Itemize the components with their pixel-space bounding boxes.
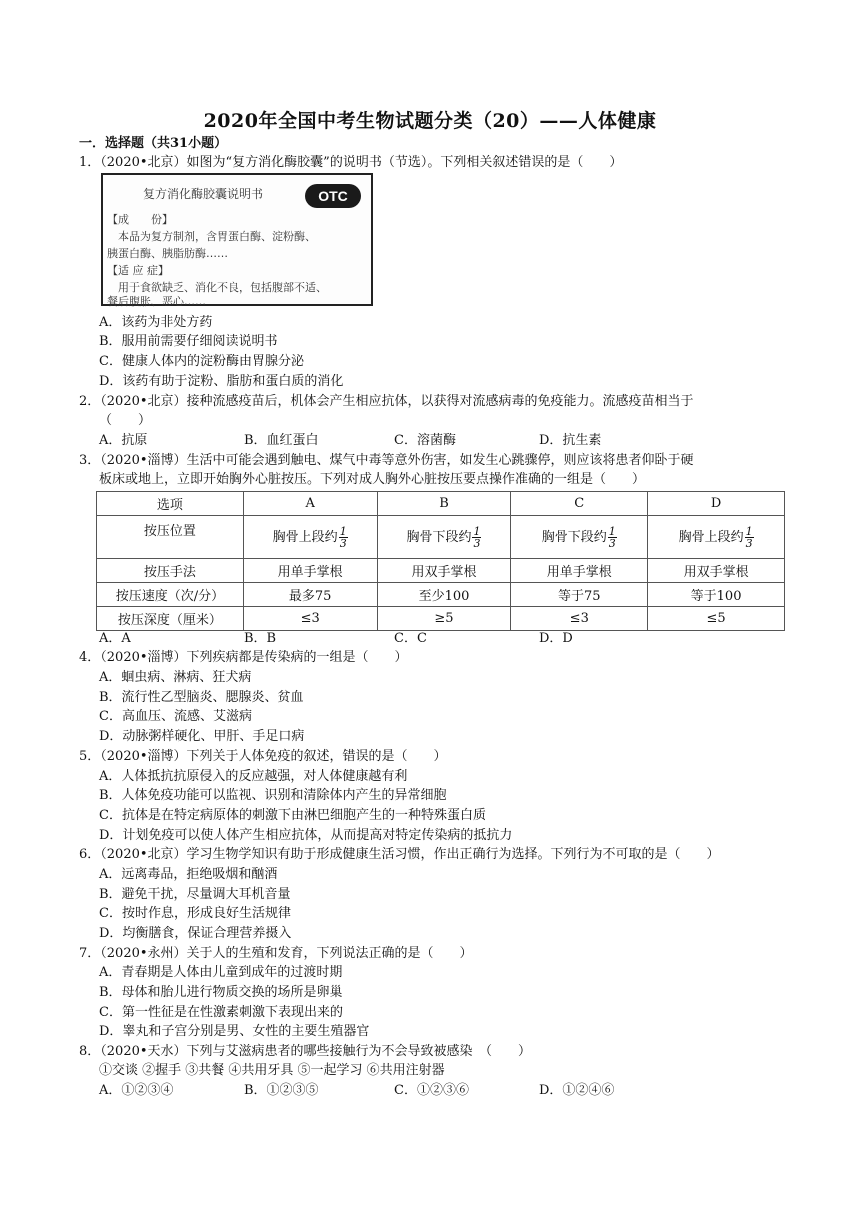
- leaflet-line: 用于食欲缺乏、消化不良，包括腹部不适、: [107, 281, 327, 294]
- table-cell: [648, 516, 785, 559]
- table-row: [97, 583, 785, 607]
- table-cell: ≤5: [648, 607, 785, 631]
- option-a: A．抗原: [99, 433, 148, 448]
- option-b: B．服用前需要仔细阅读说明书: [99, 334, 278, 349]
- question-3-stem: 3．（2020•淄博）生活中可能会遇到触电、煤气中毒等意外伤害，如发生心跳骤停，则应该将患者仰卧于硬: [79, 453, 694, 468]
- fraction-numerator: 1: [339, 524, 347, 538]
- option-d: D．计划免疫可以使人体产生相应抗体，从而提高对特定传染病的抵抗力: [99, 828, 513, 843]
- table-row: [97, 607, 785, 631]
- cpr-table: [96, 491, 785, 631]
- table-cell: [511, 516, 648, 559]
- question-1-stem: 1．（2020•北京）如图为“复方消化酶胶囊”的说明书（节选）。下列相关叙述错误的是（ ）: [79, 155, 623, 170]
- option-b: B．流行性乙型脑炎、腮腺炎、贫血: [99, 690, 304, 705]
- fraction-numerator: 1: [745, 524, 753, 538]
- option-a: A．A: [99, 631, 131, 646]
- table-cell: ≤3: [511, 607, 648, 631]
- option-a: A．该药为非处方药: [99, 315, 213, 330]
- option-b: B．人体免疫功能可以监视、识别和清除体内产生的异常细胞: [99, 788, 447, 803]
- question-3-stem-cont: 板床或地上，立即开始胸外心脏按压。下列对成人胸外心脏按压要点操作准确的一组是（ ）: [99, 472, 646, 487]
- leaflet-line: 本品为复方制剂，含胃蛋白酶、淀粉酶、: [107, 230, 316, 243]
- question-4-stem: 4．（2020•淄博）下列疾病都是传染病的一组是（ ）: [79, 650, 408, 665]
- table-cell: 按压位置: [97, 516, 244, 559]
- question-8-items: ①交谈 ②握手 ③共餐 ④共用牙具 ⑤一起学习 ⑥共用注射器: [99, 1063, 445, 1078]
- medicine-leaflet-image: [101, 173, 373, 306]
- leaflet-heading: 复方消化酶胶囊说明书: [143, 187, 264, 201]
- table-cell: 用单手掌根: [243, 559, 377, 583]
- question-7-stem: 7．（2020•永州）关于人的生殖和发育，下列说法正确的是（ ）: [79, 946, 473, 961]
- leaflet-line: 胰蛋白酶、胰脂肪酶……: [107, 247, 228, 260]
- table-cell: 按压手法: [97, 559, 244, 583]
- table-cell: 按压深度（厘米）: [97, 607, 244, 631]
- option-a: A．①②③④: [99, 1083, 174, 1098]
- fraction-numerator: 1: [608, 524, 616, 538]
- option-c: C．C: [394, 631, 427, 646]
- question-2-stem-cont: （ ）: [99, 413, 152, 428]
- fraction: [339, 526, 348, 549]
- table-row: [97, 516, 785, 559]
- table-cell: 选项: [97, 492, 244, 516]
- option-c: C．①②③⑥: [394, 1083, 469, 1098]
- question-8-options: [99, 1082, 614, 1100]
- table-cell: [243, 516, 377, 559]
- option-b: B．避免干扰，尽量调大耳机音量: [99, 887, 291, 902]
- page-title: 2020年全国中考生物试题分类（20）——人体健康: [203, 110, 657, 132]
- option-c: C．高血压、流感、艾滋病: [99, 709, 252, 724]
- option-b: B．B: [244, 631, 277, 646]
- option-d: D．该药有助于淀粉、脂肪和蛋白质的消化: [99, 374, 344, 389]
- fraction-denominator: 3: [745, 536, 753, 550]
- cell-text: 胸骨上段约: [678, 529, 744, 545]
- table-cell: [377, 516, 511, 559]
- option-c: C．第一性征是在性激素刺激下表现出来的: [99, 1005, 343, 1020]
- option-a: A．青春期是人体由儿童到成年的过渡时期: [99, 965, 343, 980]
- option-c: C．按时作息，形成良好生活规律: [99, 906, 291, 921]
- option-a: A．人体抵抗抗原侵入的反应越强，对人体健康越有利: [99, 769, 408, 784]
- question-6-stem: 6．（2020•北京）学习生物学知识有助于形成健康生活习惯，作出正确行为选择。下列行为不可取的是（ ）: [79, 847, 720, 862]
- option-d: D．抗生素: [539, 433, 602, 448]
- fraction: [608, 526, 617, 549]
- table-cell: ≤3: [243, 607, 377, 631]
- table-row: [97, 559, 785, 583]
- table-cell: D: [648, 492, 785, 516]
- table-cell: C: [511, 492, 648, 516]
- table-cell: 等于100: [648, 583, 785, 607]
- table-cell: 至少100: [377, 583, 511, 607]
- section-heading: 一．选择题（共31小题）: [79, 136, 228, 151]
- fraction-numerator: 1: [473, 524, 481, 538]
- cell-text: 胸骨下段约: [406, 529, 472, 545]
- table-cell: 按压速度（次/分）: [97, 583, 244, 607]
- option-d: D．均衡膳食，保证合理营养摄入: [99, 926, 292, 941]
- table-cell: B: [377, 492, 511, 516]
- question-8-stem: 8．（2020•天水）下列与艾滋病患者的哪些接触行为不会导致被感染 （ ）: [79, 1044, 532, 1059]
- option-d: D．睾丸和子宫分别是男、女性的主要生殖器官: [99, 1024, 370, 1039]
- table-cell: A: [243, 492, 377, 516]
- table-cell: 用单手掌根: [511, 559, 648, 583]
- option-b: B．血红蛋白: [244, 433, 319, 448]
- option-d: D．D: [539, 631, 573, 646]
- question-3-options: [99, 630, 573, 648]
- fraction-denominator: 3: [608, 536, 616, 550]
- option-d: D．动脉粥样硬化、甲肝、手足口病: [99, 729, 305, 744]
- fraction: [472, 526, 481, 549]
- question-2-stem: 2．（2020•北京）接种流感疫苗后，机体会产生相应抗体，以获得对流感病毒的免疫能力。流感疫苗相当于: [79, 394, 694, 409]
- table-cell: 最多75: [243, 583, 377, 607]
- table-header-row: [97, 492, 785, 516]
- leaflet-line: 【适 应 症】: [107, 264, 169, 277]
- option-a: A．远离毒品，拒绝吸烟和酗酒: [99, 867, 278, 882]
- fraction-denominator: 3: [339, 536, 347, 550]
- fraction: [745, 526, 754, 549]
- option-c: C．抗体是在特定病原体的刺激下由淋巴细胞产生的一种特殊蛋白质: [99, 808, 486, 823]
- leaflet-line: 【成 份】: [107, 213, 173, 226]
- cell-text: 胸骨上段约: [272, 529, 338, 545]
- table-cell: ≥5: [377, 607, 511, 631]
- leaflet-line: 餐后腹胀、恶心……: [107, 295, 206, 308]
- table-cell: 用双手掌根: [648, 559, 785, 583]
- option-a: A．蛔虫病、淋病、狂犬病: [99, 670, 252, 685]
- option-c: C．溶菌酶: [394, 433, 456, 448]
- question-5-stem: 5．（2020•淄博）下列关于人体免疫的叙述，错误的是（ ）: [79, 749, 447, 764]
- table-cell: 等于75: [511, 583, 648, 607]
- question-2-options: [99, 432, 601, 450]
- fraction-denominator: 3: [473, 536, 481, 550]
- option-b: B．母体和胎儿进行物质交换的场所是卵巢: [99, 985, 343, 1000]
- cell-text: 胸骨下段约: [541, 529, 607, 545]
- option-d: D．①②④⑥: [539, 1083, 615, 1098]
- table-cell: 用双手掌根: [377, 559, 511, 583]
- option-b: B．①②③⑤: [244, 1083, 319, 1098]
- otc-badge: OTC: [305, 184, 361, 208]
- option-c: C．健康人体内的淀粉酶由胃腺分泌: [99, 354, 304, 369]
